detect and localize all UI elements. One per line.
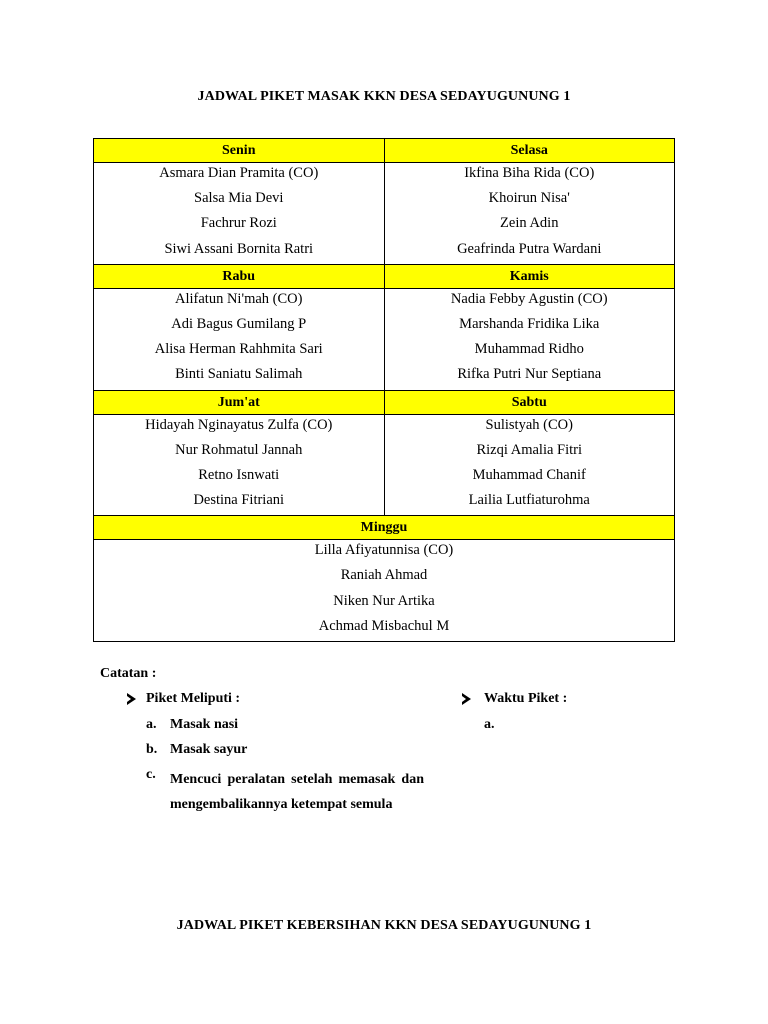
day-header-kamis: Kamis (384, 264, 675, 288)
member-name: Zein Adin (500, 215, 559, 232)
list-item-letter: a. (484, 717, 495, 732)
day-header-rabu: Rabu (94, 264, 385, 288)
member-name: Hidayah Nginayatus Zulfa (CO) (145, 416, 333, 433)
member-name: Sulistyah (CO) (485, 416, 573, 433)
arrow-bullet-icon (127, 693, 136, 705)
member-name: Geafrinda Putra Wardani (457, 240, 602, 257)
member-name: Marshanda Fridika Lika (459, 315, 600, 332)
member-name: Nur Rohmatul Jannah (175, 441, 303, 458)
member-name: Rizqi Amalia Fitri (476, 441, 583, 458)
day-header-senin: Senin (94, 139, 385, 163)
arrow-bullet-icon (462, 693, 471, 705)
member-name: Adi Bagus Gumilang P (171, 315, 307, 332)
day-header-sabtu: Sabtu (384, 390, 675, 414)
member-name: Muhammad Chanif (472, 466, 586, 483)
waktu-piket-label: Waktu Piket : (484, 691, 568, 706)
day-header-selasa: Selasa (384, 139, 675, 163)
list-item-text: Masak nasi (170, 717, 239, 732)
schedule-title-masak: JADWAL PIKET MASAK KKN DESA SEDAYUGUNUNG 1 (197, 89, 571, 104)
member-name: Khoirun Nisa' (488, 190, 570, 207)
list-item-letter: b. (146, 742, 158, 757)
member-name: Rifka Putri Nur Septiana (457, 366, 602, 383)
list-item-letter: c. (146, 767, 156, 782)
member-name: Siwi Assani Bornita Ratri (164, 240, 314, 257)
schedule-title-kebersihan: JADWAL PIKET KEBERSIHAN KKN DESA SEDAYUGUNUNG 1 (176, 918, 592, 933)
member-name: Asmara Dian Pramita (CO) (159, 165, 319, 181)
member-name: Fachrur Rozi (200, 215, 277, 232)
notes-heading: Catatan : (100, 666, 157, 681)
member-name: Lailia Lutfiaturohma (468, 492, 590, 509)
list-item-letter: a. (146, 717, 157, 732)
member-name: Lilla Afiyatunnisa (CO) (314, 542, 454, 559)
member-name: Retno Isnwati (198, 466, 280, 483)
member-name: Salsa Mia Devi (194, 190, 284, 207)
member-name: Nadia Febby Agustin (CO) (450, 290, 608, 307)
day-header-minggu: Minggu (94, 516, 675, 540)
member-name: Destina Fitriani (193, 492, 285, 509)
day-header-jumat: Jum'at (94, 390, 385, 414)
member-name: Binti Saniatu Salimah (175, 366, 303, 383)
member-name: Achmad Misbachul M (318, 617, 450, 634)
member-name: Raniah Ahmad (340, 567, 428, 584)
list-item-text: Masak sayur (170, 742, 248, 757)
member-name: Muhammad Ridho (474, 341, 584, 358)
member-name: Alifatun Ni'mah (CO) (175, 290, 303, 307)
piket-meliputi-label: Piket Meliputi : (146, 691, 241, 706)
member-name: Niken Nur Artika (333, 592, 435, 609)
member-name: Ikfina Biha Rida (CO) (464, 165, 595, 181)
member-name: Alisa Herman Rahhmita Sari (154, 341, 323, 358)
list-item-text: Mencuci peralatan setelah memasak dan mengembalikannya ketempat semula (170, 772, 424, 812)
